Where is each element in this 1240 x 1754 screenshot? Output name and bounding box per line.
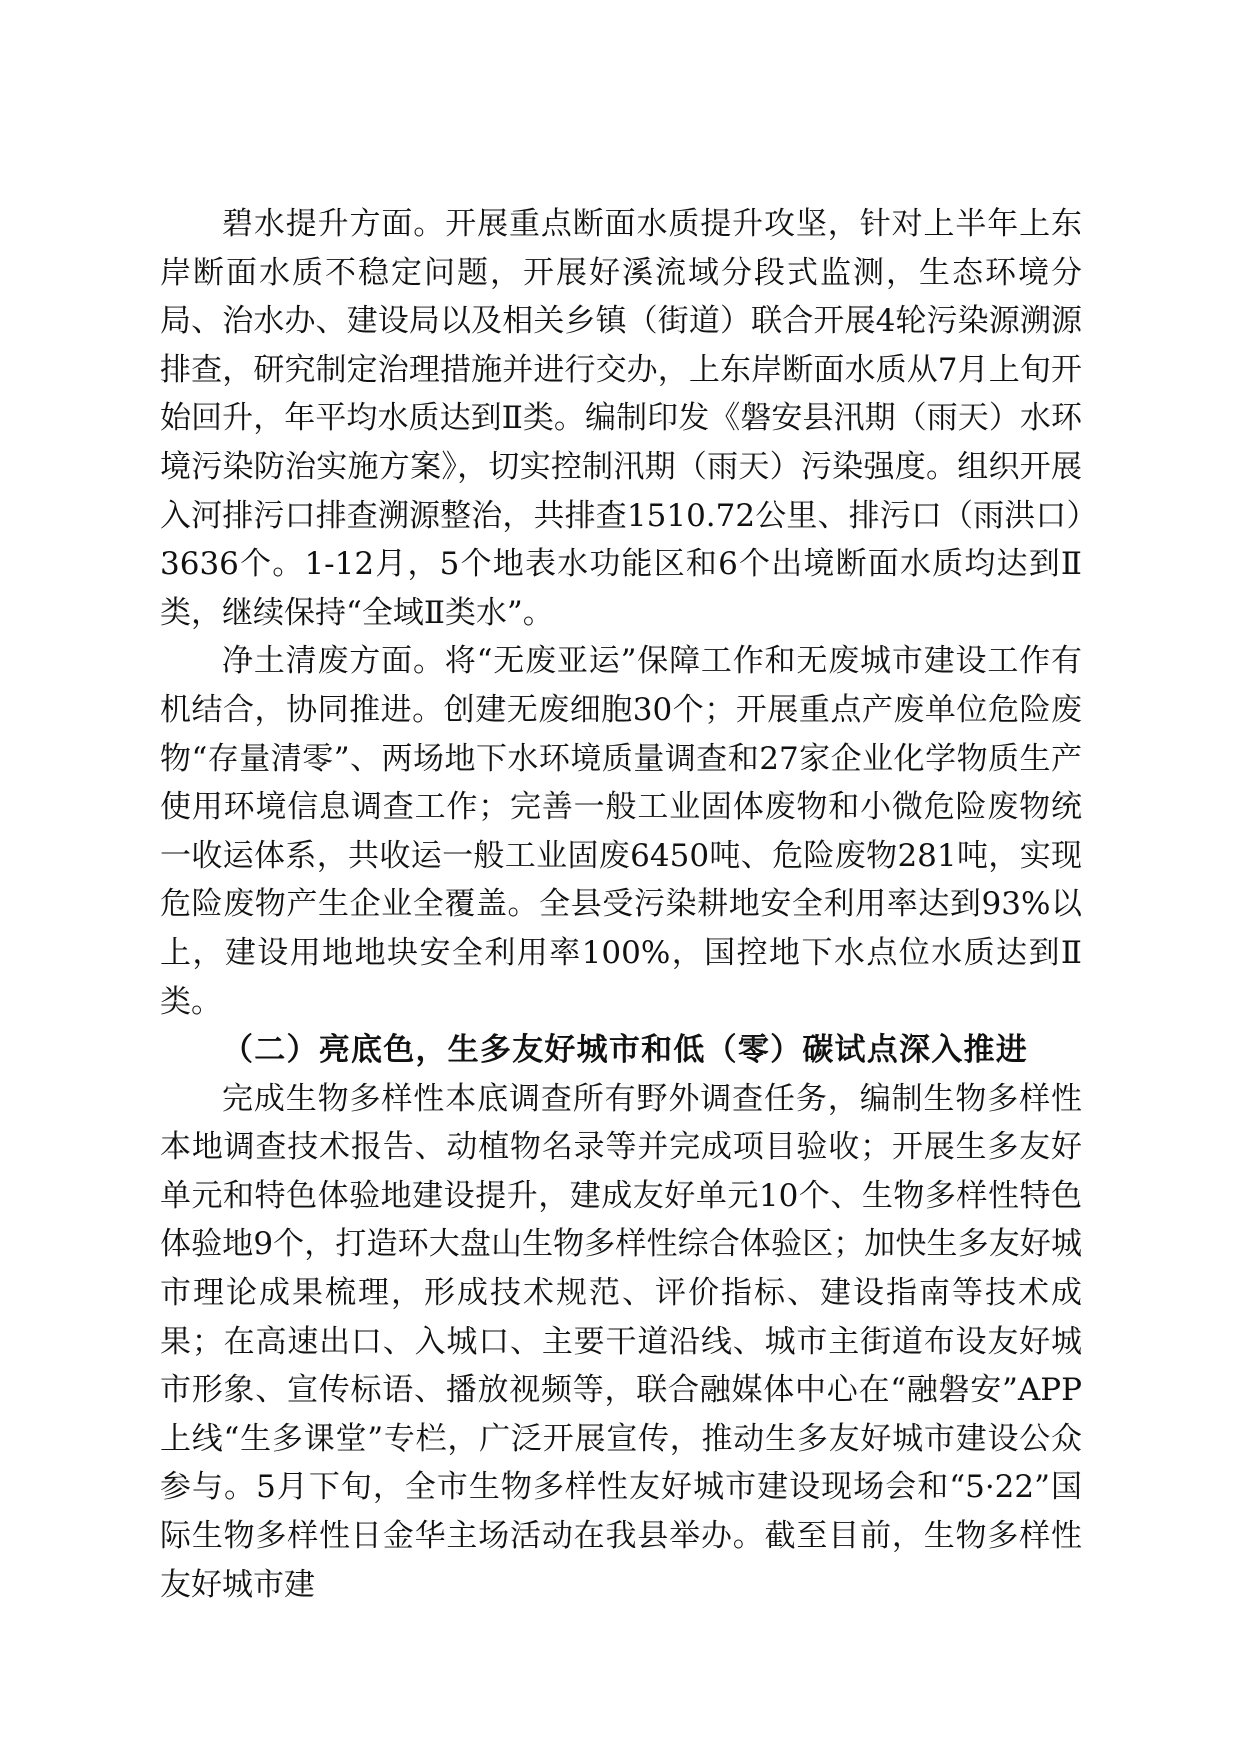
section-heading-biodiversity: （二）亮底色，生多友好城市和低（零）碳试点深入推进 xyxy=(222,1032,1028,1069)
paragraph-biodiversity: 完成生物多样性本底调查所有野外调查任务，编制生物多样性本地调查技术报告、动植物名录等并完成项目验收；开展生多友好单元和特色体验地建设提升，建成友好单元10个、生物多样性特色体验地9个，打造环大盘山生物多样性综合体验区；加快生多友好城市理论成果梳理，形成技术规范、评价指标、建设指南等技术成果；在高速出口、入城口、主要干道沿线、城市主街道布设友好城市形象、宣传标语、播放视频等，联合融媒体中心在“融磐安”APP上线“生多课堂”专栏，广泛开展宣传，推动生多友好城市建设公众参与。5月下旬，全市生物多样性友好城市建设现场会和“5·22”国际生物多样性日金华主场活动在我县举办。截至目前，生物多样性友好城市建 xyxy=(160,1080,1082,1603)
document-body xyxy=(160,200,1082,1609)
paragraph-soil-waste: 净土清废方面。将“无废亚运”保障工作和无废城市建设工作有机结合，协同推进。创建无废细胞30个；开展重点产废单位危险废物“存量清零”、两场地下水环境质量调查和27家企业化学物质生产使用环境信息调查工作；完善一般工业固体废物和小微危险废物统一收运体系，共收运一般工业固废6450吨、危险废物281吨，实现危险废物产生企业全覆盖。全县受污染耕地安全利用率达到93%以上，建设用地地块安全利用率100%，国控地下水点位水质达到Ⅱ类。 xyxy=(160,643,1082,1020)
paragraph-water-quality: 碧水提升方面。开展重点断面水质提升攻坚，针对上半年上东岸断面水质不稳定问题，开展好溪流域分段式监测，生态环境分局、治水办、建设局以及相关乡镇（街道）联合开展4轮污染源溯源排查，研究制定治理措施并进行交办，上东岸断面水质从7月上旬开始回升，年平均水质达到Ⅱ类。编制印发《磐安县汛期（雨天）水环境污染防治实施方案》，切实控制汛期（雨天）污染强度。组织开展入河排污口排查溯源整治，共排查1510.72公里、排污口（雨洪口）3636个。1-12月，5个地表水功能区和6个出境断面水质均达到Ⅱ类，继续保持“全域Ⅱ类水”。 xyxy=(160,206,1082,631)
